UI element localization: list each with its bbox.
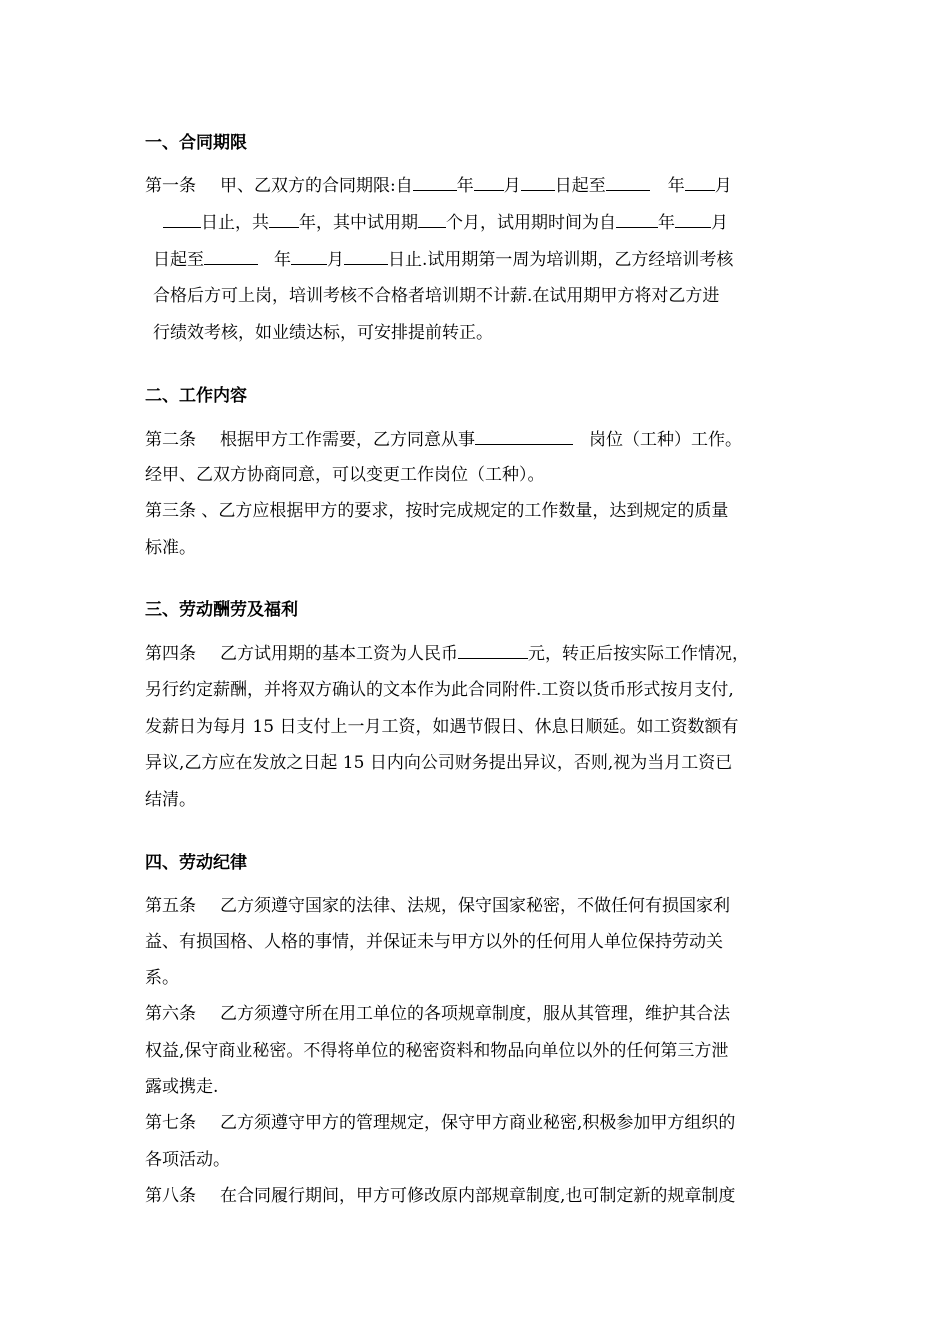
blank-field[interactable]	[413, 174, 457, 191]
section-heading: 四、劳动纪律	[145, 853, 247, 873]
article-4-line-3: 发薪日为每月 15 日支付上一月工资，如遇节假日、休息日顺延。如工资数额有	[145, 717, 739, 737]
article-6-line-1: 第六条 乙方须遵守所在用工单位的各项规章制度，服从其管理，维护其合法	[145, 1004, 730, 1024]
article-4-line-1: 第四条 乙方试用期的基本工资为人民币 元，转正后按实际工作情况，	[145, 644, 749, 664]
blank-field[interactable]	[606, 174, 650, 191]
blank-field[interactable]	[418, 211, 446, 228]
article-4-line-4: 异议,乙方应在发放之日起 15 日内向公司财务提出异议，否则,视为当月工资已	[145, 753, 733, 773]
blank-field[interactable]	[675, 211, 711, 228]
blank-field[interactable]	[685, 174, 715, 191]
article-1-line-5: 行绩效考核，如业绩达标，可安排提前转正。	[153, 323, 493, 343]
article-1-line-3: 日起至 年 月 日止.试用期第一周为培训期，乙方经培训考核	[153, 250, 734, 270]
article-3-line-1: 第三条 、乙方应根据甲方的要求，按时完成规定的工作数量，达到规定的质量	[145, 501, 729, 521]
article-3-line-2: 标准。	[145, 538, 196, 558]
article-4-line-5: 结清。	[145, 790, 196, 810]
article-7-line-2: 各项活动。	[145, 1150, 230, 1170]
article-5-line-1: 第五条 乙方须遵守国家的法律、法规，保守国家秘密，不做任何有损国家利	[145, 896, 730, 916]
blank-field[interactable]	[616, 211, 658, 228]
blank-field[interactable]	[163, 211, 201, 228]
blank-field[interactable]	[344, 248, 388, 265]
article-label: 第四条	[145, 644, 196, 664]
article-2-line-1: 第二条 根据甲方工作需要，乙方同意从事 岗位（工种）工作。	[145, 430, 742, 450]
article-1-line-1: 第一条 甲、乙双方的合同期限:自 年 月 日起至 年 月	[145, 176, 732, 196]
blank-field[interactable]	[521, 174, 555, 191]
article-1-line-4: 合格后方可上岗，培训考核不合格者培训期不计薪.在试用期甲方将对乙方进	[153, 286, 720, 306]
blank-field[interactable]	[269, 211, 299, 228]
blank-field[interactable]	[474, 174, 504, 191]
section-heading: 二、工作内容	[145, 386, 247, 406]
article-label: 第八条	[145, 1186, 196, 1206]
blank-field[interactable]	[458, 642, 528, 659]
article-label: 第一条	[145, 176, 196, 196]
section-heading: 一、合同期限	[145, 133, 247, 153]
article-label: 第七条	[145, 1113, 196, 1133]
article-2-line-2: 经甲、乙双方协商同意，可以变更工作岗位（工种）。	[145, 465, 545, 485]
article-6-line-2: 权益,保守商业秘密。不得将单位的秘密资料和物品向单位以外的任何第三方泄	[145, 1041, 729, 1061]
article-1-line-2: 日止，共 年，其中试用期 个月，试用期时间为自 年 月	[163, 211, 728, 234]
article-8-line-1: 第八条 在合同履行期间，甲方可修改原内部规章制度,也可制定新的规章制度	[145, 1186, 736, 1206]
article-label: 第六条	[145, 1004, 196, 1024]
article-label: 第五条	[145, 896, 196, 916]
blank-field[interactable]	[475, 428, 573, 445]
article-5-line-2: 益、有损国格、人格的事情，并保证未与甲方以外的任何用人单位保持劳动关	[145, 932, 723, 952]
article-5-line-3: 系。	[145, 968, 179, 988]
blank-field[interactable]	[204, 248, 258, 265]
article-label: 第二条	[145, 430, 196, 450]
article-7-line-1: 第七条 乙方须遵守甲方的管理规定，保守甲方商业秘密,积极参加甲方组织的	[145, 1113, 736, 1133]
article-4-line-2: 另行约定薪酬，并将双方确认的文本作为此合同附件.工资以货币形式按月支付,	[145, 680, 734, 700]
blank-field[interactable]	[291, 248, 327, 265]
section-heading: 三、劳动酬劳及福利	[145, 600, 298, 620]
article-6-line-3: 露或携走.	[145, 1077, 219, 1097]
